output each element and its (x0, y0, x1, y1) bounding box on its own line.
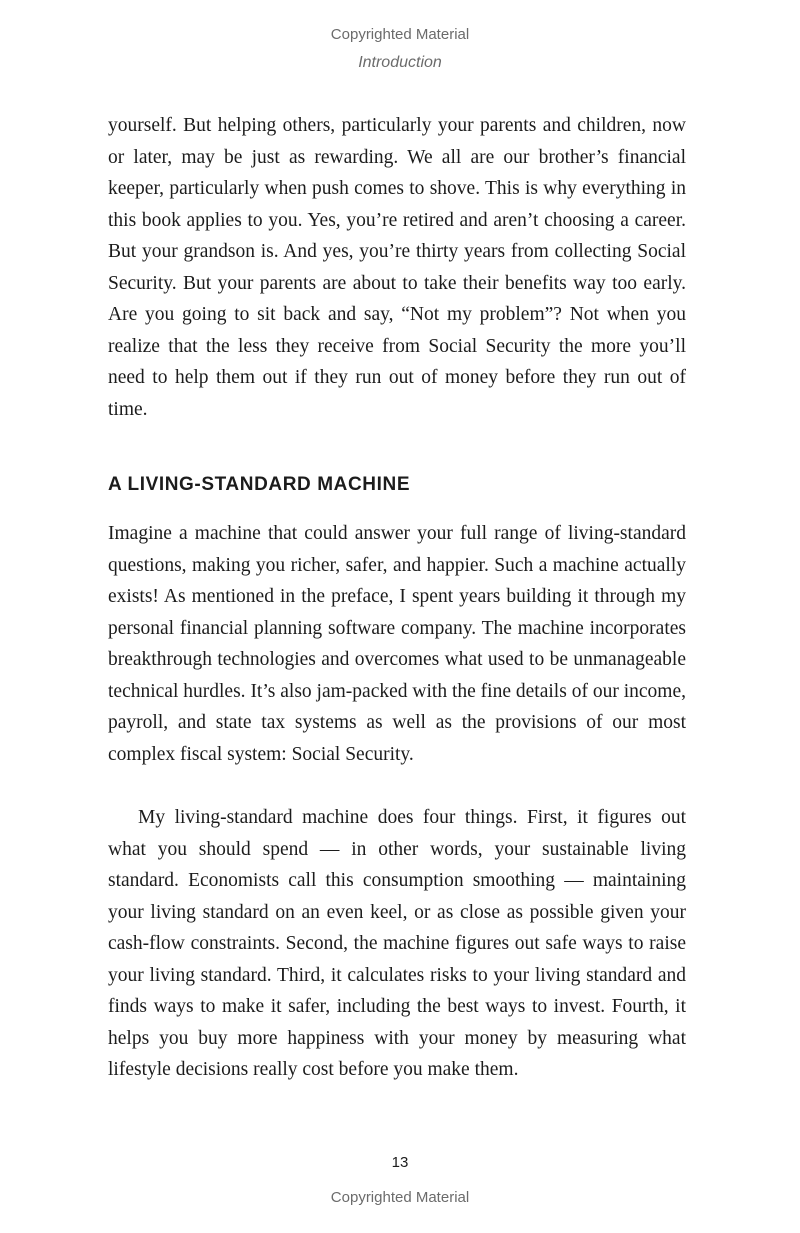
body-paragraph: My living-standard machine does four things. First, it figures out what you should spend — in other words, your sustainable living standard. Economists call this consumption smoothing — maintaining your living standard on an even keel, or as close as possible given your cash-flow constraints. Second, the machine figures out safe ways to raise your living standard. Third, it calculates risks to your living standard and finds ways to make it safer, including the best ways to invest. Fourth, it helps you buy more happiness with your money by measuring what lifestyle decisions really cost before you make them. (108, 807, 686, 1080)
body-paragraph: yourself. But helping others, particularly your parents and children, now or later, may be just as rewarding. We all are our brother’s financial keeper, particularly when push comes to shove. This is why everything in this book applies to you. Yes, you’re retired and aren’t choosing a career. But your grandson is. And yes, you’re thirty years from collecting Social Security. But your parents are about to take their benefits way too early. Are you going to sit back and say, “Not my problem”? Not when you realize that the less they receive from Social Security the more you’ll need to help them out if they run out of money before they run out of time. (108, 115, 686, 420)
copyright-watermark-top: Copyrighted Material (330, 26, 470, 43)
page-number: 13 (391, 1154, 409, 1171)
running-head: Introduction (358, 54, 442, 71)
copyright-watermark-bottom: Copyrighted Material (330, 1189, 470, 1206)
section-heading: A LIVING-STANDARD MACHINE (108, 474, 411, 495)
body-paragraph: Imagine a machine that could answer your full range of living-standard questions, making you richer, safer, and happier. Such a machine actually exists! As mentioned in the preface, I spent years building it through my personal financial planning software company. The machine incorporates breakthrough technologies and overcomes what used to be unmanageable technical hurdles. It’s also jam-packed with the fine details of our income, payroll, and state tax systems as well as the provisions of our most complex fiscal system: Social Security. (108, 523, 686, 765)
